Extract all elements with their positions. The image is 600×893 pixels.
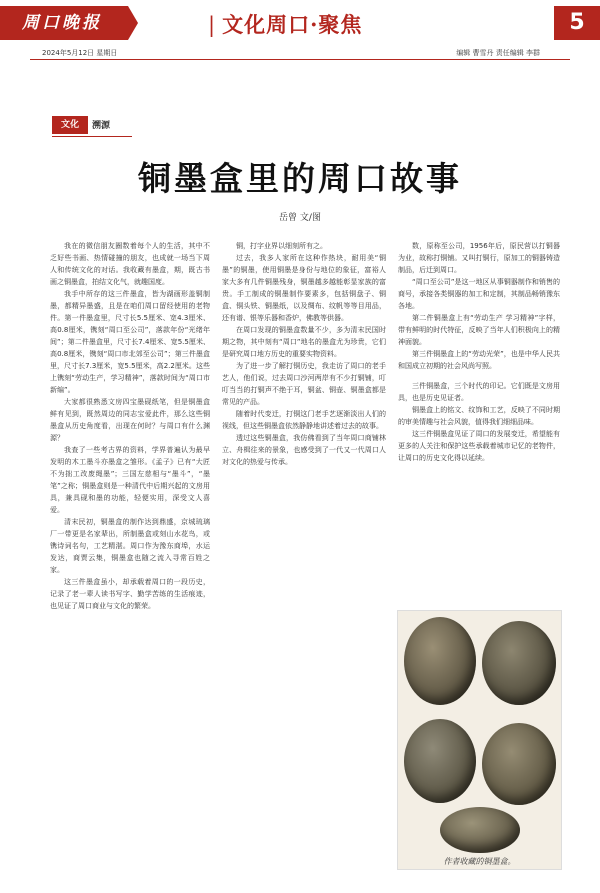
paragraph: 透过这些铜墨盒，我仿佛看到了当年周口商铺林立、舟楫往来的景象，也感受到了一代又一代周口人对文化的热爱与传承。: [222, 434, 386, 466]
section-name: 文化周口·聚焦: [222, 12, 363, 37]
paragraph: 随着时代变迁，打铜这门老手艺逐渐淡出人们的视线，但这些铜墨盒依然静静地讲述着过去的故事。: [222, 410, 386, 430]
paragraph: 我手中所存的这三件墨盒，皆为湖画形盖铜制墨，都精异墨盛，且是在咱们周口留经使用的老物件。第一件墨盒里，尺寸长5.5厘米、宽4.3厘米、高0.8厘米，镌刻“周口至公司”，落款年份“光绪年间”；第二件墨盒里，尺寸长7.4厘米、宽5.5厘米、高0.8厘米，镌刻“周口市北郊至公司”；第三件墨盒里，尺寸长7.3厘米，宽5.5厘米，高2.2厘米。这些上镌刻“劳动生产，学习精神”，落款时间为“周口市新编”。: [50, 290, 210, 394]
paragraph: 第二件铜墨盒上有“劳动生产 学习精神”字样，带有鲜明的时代特征，反映了当年人们积极向上的精神面貌。: [398, 314, 560, 346]
paragraph: 这三件墨盒虽小，却承载着周口的一段历史，记录了老一辈人读书写字、勤学苦练的生活痕迹，也见证了周口商业与文化的繁荣。: [50, 578, 210, 610]
paragraph: 过去，我多人家所在这种作热块，耐用美“铜墨”的铜墨，使用铜墨是身份与地位的象征，富裕人家大多有几件铜墨残身，铜墨越多越能彰显家族的富贵。手工制成的铜墨制作要素多，包括铜盘子、铜盒、铜头铁、铜墨纸，以及绸布、纹帆等等目用品，还有谱、银等乐器和香炉，佛教等供器。: [222, 254, 386, 322]
paragraph: 我查了一些考古界的资料，学界普遍认为最早发明的木工墨斗亦墨盒之雏形。《孟子》已有“大匠不为拙工改废绳墨”；三国左慈相与“墨斗”，“墨笔”之称；铜墨盒则是一种清代中后期兴起的文房用具，兼具砚和墨的功能，轻便实用，深受文人喜爱。: [50, 446, 210, 514]
paragraph: 三件铜墨盒，三个时代的印记。它们既是文房用具，也是历史见证者。: [398, 382, 560, 402]
brand-logo: 周口晚报: [0, 6, 128, 40]
column-tag: 文化: [52, 116, 88, 134]
ink-box-image: [404, 617, 476, 705]
article-column-2: [222, 240, 386, 875]
article-column-1: [50, 240, 210, 875]
paragraph: 清末民初，铜墨盒的制作达到鼎盛，京城琉璃厂一带更是名家辈出，所制墨盒或刻山水花鸟，或镌诗词名句，工艺精湛。周口作为豫东商埠，水运发达，商贾云集，铜墨盒也随之流入寻常百姓之家。: [50, 518, 210, 574]
ink-box-photo: [397, 610, 562, 870]
column-rule: [52, 136, 132, 137]
ink-box-image: [482, 723, 556, 805]
section-title: [208, 9, 362, 39]
paragraph: 大家都很熟悉文房四宝墨砚纸笔，但是铜墨盒鲜有见到，既然周边的同志宝爱此件，那么这些铜墨盒从历史角度看，出现在何时？与周口有什么渊源？: [50, 398, 210, 442]
article-headline: 铜墨盒里的周口故事: [138, 159, 462, 198]
ink-box-image: [404, 719, 476, 803]
issue-date: 2024年5月12日 星期日: [42, 49, 118, 57]
paragraph: 这三件铜墨盒见证了周口的发展变迁，希望能有更多的人关注和保护这些承载着城市记忆的老物件，让周口的历史文化得以延续。: [398, 430, 560, 462]
paragraph: 第三件铜墨盒上的“劳动光荣”，也是中华人民共和国成立初期的社会风尚写照。: [398, 350, 560, 370]
paragraph: 铜墨盒上的铭文、纹饰和工艺，反映了不同时期的审美情趣与社会风貌，值得我们细细品味。: [398, 406, 560, 426]
paragraph: 为了进一步了解打铜历史，我走访了周口的老手艺人，他们说，过去周口沙河两岸有不少打铜铺，叮叮当当的打铜声不绝于耳，铜盆、铜壶、铜墨盒都是常见的产品。: [222, 362, 386, 406]
header-rule: [30, 59, 570, 60]
paragraph: 铜，打字业界以细刻所有之。: [236, 242, 327, 250]
paragraph: 我在的微信朋友圈数着每个人的生活，其中不乏好些书画、热情碰撞的朋友，也成就一场当下周人和传统文化的对话。我收藏有墨盒，期，既古书画之铜墨盒，拍结文化气，就趣国度。: [50, 242, 210, 286]
masthead: [0, 0, 600, 46]
paragraph: 在周口发现的铜墨盒数量不少，多为清末民国时期之物，其中刻有“周口”地名的墨盒尤为珍贵，它们是研究周口地方历史的重要实物资料。: [222, 326, 386, 358]
paragraph: “周口至公司”是这一地区从事铜器制作和销售的商号，承接各类铜器的加工和定制，其制品畅销豫东各地。: [398, 278, 560, 310]
editors: 编辑 曹雪丹 责任编辑 李群: [456, 49, 540, 57]
ink-box-image: [440, 807, 520, 853]
date-row: [0, 46, 600, 60]
paragraph: 数，原称至公司，1956年后，原民营以打铜器为业，故称打铜铺。又叫打铜行，原加工的铜器铸造制品，后迁到周口。: [398, 242, 560, 274]
page-number: 5: [554, 6, 600, 40]
article-byline: 岳曾 文/图: [279, 213, 321, 223]
column-subtitle: 溯源: [92, 121, 111, 131]
photo-caption: 作者收藏的铜墨盒。: [443, 857, 516, 866]
article-column-3-continued: [398, 380, 560, 605]
title-separator: |: [208, 13, 217, 37]
ink-box-image: [482, 621, 556, 705]
